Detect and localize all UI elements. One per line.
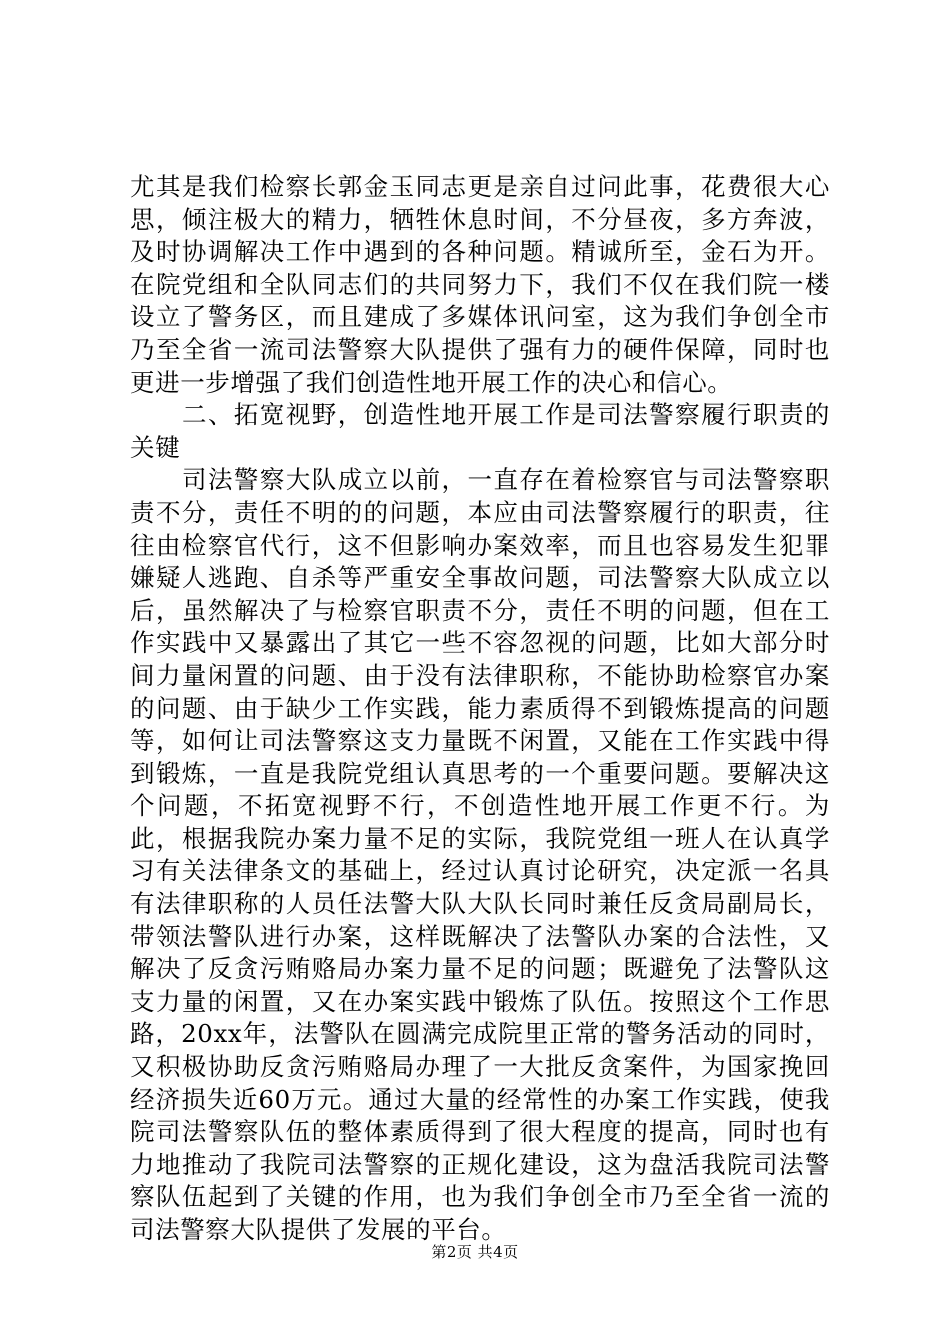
paragraph-continuation: 尤其是我们检察长郭金玉同志更是亲自过问此事，花费很大心思，倾注极大的精力，牺牲休息时间，不分昼夜，多方奔波，及时协调解决工作中遇到的各种问题。精诚所至，金石为开。在院党组和全队同志们的共同努力下，我们不仅在我们院一楼设立了警务区，而且建成了多媒体讯问室，这为我们争创全市乃至全省一流司法警察大队提供了强有力的硬件保障，同时也更进一步增强了我们创造性地开展工作的决心和信心。 bbox=[130, 172, 830, 397]
section-heading: 二、拓宽视野，创造性地开展工作是司法警察履行职责的关键 bbox=[130, 400, 830, 462]
document-body bbox=[130, 171, 830, 1247]
paragraph-body: 司法警察大队成立以前，一直存在着检察官与司法警察职责不分，责任不明的的问题，本应由司法警察履行的职责，往往由检察官代行，这不但影响办案效率，而且也容易发生犯罪嫌疑人逃跑、自杀等严重安全事故问题，司法警察大队成立以后，虽然解决了与检察官职责不分，责任不明的问题，但在工作实践中又暴露出了其它一些不容忽视的问题，比如大部分时间力量闲置的问题、由于没有法律职称，不能协助检察官办案的问题、由于缺少工作实践，能力素质得不到锻炼提高的问题等，如何让司法警察这支力量既不闲置，又能在工作实践中得到锻炼，一直是我院党组认真思考的一个重要问题。要解决这个问题，不拓宽视野不行，不创造性地开展工作更不行。为此，根据我院办案力量不足的实际，我院党组一班人在认真学习有关法律条文的基础上，经过认真讨论研究，决定派一名具有法律职称的人员任法警大队大队长同时兼任反贪局副局长，带领法警队进行办案，这样既解决了法警队办案的合法性，又解决了反贪污贿赂局办案力量不足的问题；既避免了法警队这支力量的闲置，又在办案实践中锻炼了队伍。按照这个工作思路，20xx年，法警队在圆满完成院里正常的警务活动的同时，又积极协助反贪污贿赂局办理了一大批反贪案件，为国家挽回经济损失近60万元。通过大量的经常性的办案工作实践，使我院司法警察队伍的整体素质得到了很大程度的提高，同时也有力地推动了我院司法警察的正规化建设，这为盘活我院司法警察队伍起到了关键的作用，也为我们争创全市乃至全省一流的司法警察大队提供了发展的平台。 bbox=[130, 465, 830, 1244]
page-number-footer: 第2页 共4页 bbox=[431, 1243, 519, 1261]
